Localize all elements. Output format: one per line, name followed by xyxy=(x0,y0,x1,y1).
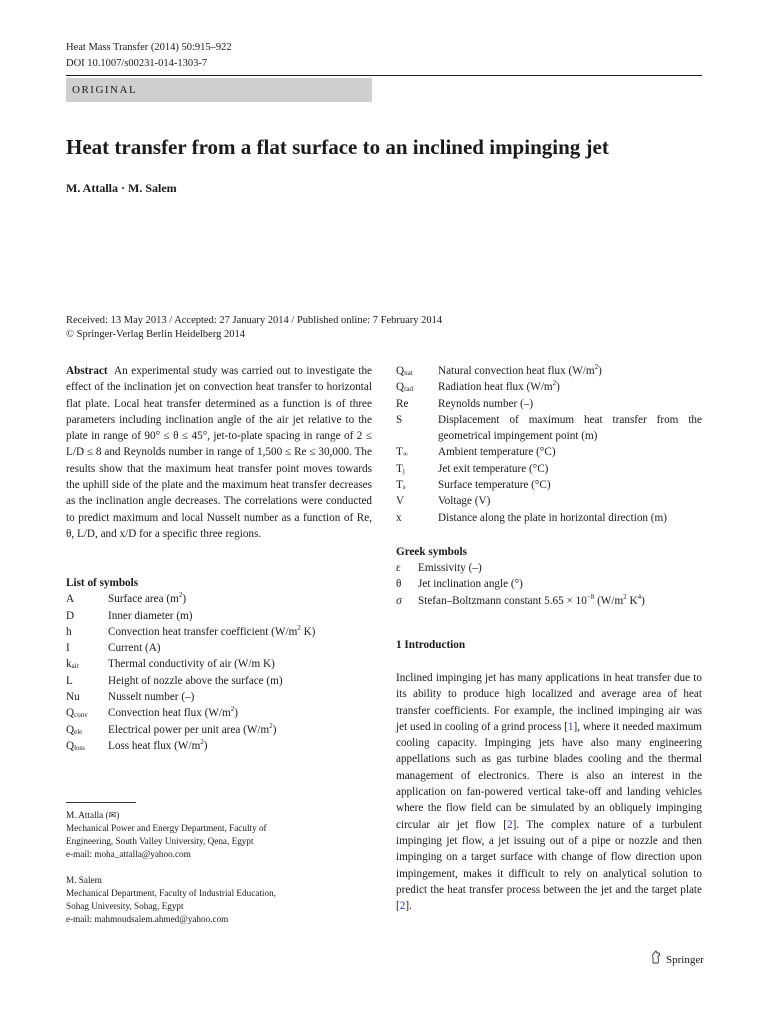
symbol-row xyxy=(396,444,702,460)
symbol-row xyxy=(66,608,315,624)
symbol-description xyxy=(438,461,702,477)
symbol xyxy=(396,477,438,493)
symbol-subscript: nat xyxy=(404,369,413,377)
citation-link[interactable]: 2 xyxy=(507,818,513,831)
journal-line: Heat Mass Transfer (2014) 50:915–922 xyxy=(66,42,232,53)
symbol xyxy=(396,396,438,412)
symbols-table-left xyxy=(66,591,315,754)
symbols-table-right xyxy=(396,363,702,526)
header-rule xyxy=(66,75,702,76)
symbol-base: Q xyxy=(396,365,405,377)
description-exponent: 2 xyxy=(230,705,235,714)
symbol-row xyxy=(66,705,315,721)
description-text: Natural convection heat flux (W/m xyxy=(438,365,595,377)
symbol xyxy=(396,444,438,460)
symbol-row xyxy=(66,689,315,705)
greek-symbols-table xyxy=(396,560,645,609)
symbol-description xyxy=(108,624,315,640)
abstract-label: Abstract xyxy=(66,365,108,377)
description-tail: K) xyxy=(300,625,316,638)
symbol xyxy=(396,379,438,395)
symbol-base: Q xyxy=(66,739,75,752)
description-text: Loss heat flux (W/m xyxy=(108,739,201,752)
symbol-description xyxy=(438,379,702,395)
symbol-row xyxy=(66,673,315,689)
description-tail: ) xyxy=(598,365,602,377)
symbol-row xyxy=(396,412,702,445)
author1-affiliation-2: Engineering, South Valley University, Qena, Egypt xyxy=(66,836,254,846)
symbol-description xyxy=(438,412,702,445)
author2-name: M. Salem xyxy=(66,875,102,885)
sigma-unit-a: (W/m xyxy=(594,594,624,607)
sigma-unit-c: ) xyxy=(641,594,645,607)
symbol-subscript: ∞ xyxy=(402,450,408,459)
symbol-base: D xyxy=(66,609,75,622)
footnote-divider xyxy=(66,802,136,803)
introduction-heading: 1 Introduction xyxy=(396,639,466,651)
author1-email: e-mail: moha_attalla@yahoo.com xyxy=(66,849,191,859)
description-tail: ) xyxy=(556,381,560,394)
description-exponent: 2 xyxy=(178,591,183,600)
symbol-row xyxy=(66,738,315,754)
symbol xyxy=(396,412,438,445)
greek-symbol: θ xyxy=(396,578,402,591)
greek-symbol: ε xyxy=(396,561,401,574)
symbol xyxy=(66,689,108,705)
description-text: Jet exit temperature (°C) xyxy=(438,462,549,475)
symbol-description xyxy=(108,673,315,689)
journal-citation xyxy=(66,40,232,72)
greek-row xyxy=(396,560,645,576)
greek-desc: Emissivity (–) xyxy=(418,561,482,574)
symbol-row xyxy=(396,379,702,395)
symbol-base: L xyxy=(66,674,73,687)
symbol xyxy=(396,510,438,526)
description-tail: ) xyxy=(203,739,208,752)
greek-row xyxy=(396,576,645,592)
description-text: Electrical power per unit area (W/m xyxy=(108,723,270,736)
symbol-base: I xyxy=(66,642,70,655)
paper-title: Heat transfer from a flat surface to an inclined impinging jet xyxy=(66,135,609,159)
symbol-base: Q xyxy=(66,723,75,736)
description-text: Reynolds number (–) xyxy=(438,397,534,410)
citation-link[interactable]: 1 xyxy=(567,720,574,733)
description-text: Current (A) xyxy=(108,642,161,655)
author1-affiliation-1: Mechanical Power and Energy Department, Faculty of xyxy=(66,823,267,833)
description-text: Convection heat transfer coefficient (W/m xyxy=(108,625,298,638)
publisher-name: Springer xyxy=(666,953,704,966)
description-text: Height of nozzle above the surface (m) xyxy=(108,674,283,687)
symbol-base: Re xyxy=(396,397,409,410)
abstract xyxy=(66,363,372,542)
symbol-row xyxy=(66,656,315,672)
publication-dates xyxy=(66,314,442,342)
symbol-base: T xyxy=(396,446,403,459)
intro-text-3: ]. The complex nature of a turbulent impinging jet flow, a jet issuing out of a pipe or nozzle and then impinging on a target surface with change of flow direction upon impingement, makes it difficult to rely on analytical solution to predict the heat transfer process between the jet and the target plate [ xyxy=(396,818,702,913)
description-exponent: 2 xyxy=(297,623,301,632)
symbol-description xyxy=(108,689,315,705)
symbol xyxy=(396,461,438,477)
symbols-heading: List of symbols xyxy=(66,577,139,590)
symbol-subscript: s xyxy=(402,483,406,492)
greek-symbol: σ xyxy=(396,594,403,607)
intro-text-1: Inclined impinging jet has many applications in heat transfer due to its ability to produce high localized and average area of heat transfer coefficients. For example, the inclined impinging air was jet used in cooling of a grind process [ xyxy=(396,672,702,733)
symbol-base: T xyxy=(396,479,403,492)
sigma-desc: Stefan–Boltzmann constant 5.65 × 10 xyxy=(418,594,587,607)
symbol xyxy=(66,656,108,672)
symbol xyxy=(66,673,108,689)
symbol-description xyxy=(438,493,702,509)
symbol-subscript: rad xyxy=(404,385,414,394)
description-tail: ) xyxy=(272,723,277,736)
description-tail: ) xyxy=(182,593,187,606)
symbol-row xyxy=(396,461,702,477)
symbol-description xyxy=(108,705,315,721)
symbol-base: x xyxy=(396,511,402,524)
greek-desc: Jet inclination angle (°) xyxy=(418,578,523,591)
received-line: Received: 13 May 2013 / Accepted: 27 January 2014 / Published online: 7 February 2014 xyxy=(66,315,443,326)
symbol-description xyxy=(438,477,702,493)
description-exponent: 2 xyxy=(552,379,557,388)
author2-email: e-mail: mahmoudsalem.ahmed@yahoo.com xyxy=(66,914,229,924)
symbol xyxy=(66,608,108,624)
symbol-row xyxy=(396,477,702,493)
description-exponent: 2 xyxy=(269,721,273,730)
introduction-paragraph xyxy=(396,670,702,914)
symbol-subscript: ele xyxy=(74,727,83,736)
symbol-row xyxy=(396,396,702,412)
symbol xyxy=(66,738,108,754)
description-text: Surface area (m xyxy=(108,593,179,606)
symbol-subscript: loss xyxy=(74,743,85,752)
symbol-base: V xyxy=(396,495,405,508)
symbol-base: Q xyxy=(66,707,75,720)
author-list: M. Attalla · M. Salem xyxy=(66,181,177,195)
symbol xyxy=(396,493,438,509)
symbol xyxy=(66,591,108,607)
symbol-base: S xyxy=(396,413,403,426)
copyright-line: © Springer-Verlag Berlin Heidelberg 2014 xyxy=(66,329,246,340)
sigma-exp: −8 xyxy=(586,592,595,601)
symbol xyxy=(66,722,108,738)
symbol xyxy=(396,363,438,379)
right-column-symbols xyxy=(396,363,702,609)
springer-horse-icon xyxy=(650,950,662,969)
symbol xyxy=(66,624,108,640)
description-text: Displacement of maximum heat transfer from the geometrical impingement point (m) xyxy=(438,413,702,443)
doi-line: DOI 10.1007/s00231-014-1303-7 xyxy=(66,58,208,69)
sigma-unit-exp-b: 4 xyxy=(637,592,642,601)
symbol-row xyxy=(66,722,315,738)
author2-affiliation-2: Sohag University, Sohag, Egypt xyxy=(66,901,184,911)
symbol-description xyxy=(108,640,315,656)
symbol-description xyxy=(108,591,315,607)
sigma-unit-b: K xyxy=(626,594,638,607)
description-text: Ambient temperature (°C) xyxy=(438,446,556,459)
symbol-description xyxy=(108,608,315,624)
symbol-description xyxy=(108,656,315,672)
description-text: Voltage (V) xyxy=(438,495,491,508)
symbol-row xyxy=(66,624,315,640)
symbol-base: Q xyxy=(396,381,405,394)
description-text: Distance along the plate in horizontal direction (m) xyxy=(438,511,667,524)
symbol-subscript: j xyxy=(402,466,405,475)
symbol-description xyxy=(438,363,702,379)
sigma-unit-exp-a: 2 xyxy=(623,592,627,601)
description-text: Radiation heat flux (W/m xyxy=(438,381,553,394)
greek-row xyxy=(396,593,645,609)
left-column xyxy=(66,363,372,754)
author2-affiliation-1: Mechanical Department, Faculty of Industrial Education, xyxy=(66,888,276,898)
description-text: Nusselt number (–) xyxy=(108,691,195,704)
symbol xyxy=(66,640,108,656)
symbol-description xyxy=(108,722,315,738)
symbol-description xyxy=(108,738,315,754)
intro-text-2: ], where it needed maximum cooling capacity. Impinging jets have also many engineering appellations such as gas turbine blades cooling and the thermal management of electronics. There is also an interest in the application on fan-powered vertical take-off and landing vehicles where the flow field can be simulated by an obliquely impinging circular air jet flow [ xyxy=(396,720,702,831)
symbol-row xyxy=(66,640,315,656)
symbol-row xyxy=(396,363,702,379)
description-text: Surface temperature (°C) xyxy=(438,479,551,492)
greek-heading: Greek symbols xyxy=(396,545,467,558)
greek-desc-sigma xyxy=(418,593,645,609)
symbol-subscript: conv xyxy=(74,711,88,720)
symbol-description xyxy=(438,510,702,526)
description-exponent: 2 xyxy=(594,363,599,371)
publisher-logo xyxy=(650,950,704,969)
intro-text-4: ]. xyxy=(405,900,412,913)
symbol xyxy=(66,705,108,721)
symbol-row xyxy=(396,510,702,526)
symbol-subscript: air xyxy=(71,662,79,671)
abstract-text: An experimental study was carried out to investigate the effect of the inclination jet on convection heat transfer to horizontal flat plate. Local heat transfer determined as a function is of three parameters including inclination angle of the air jet relative to the plate in range of 90° ≤ θ ≤ 45°, jet-to-plate spacing in range of 2 ≤ L/D ≤ 8 and Reynolds number in range of 1,500 ≤ Re ≤ 30,000. The results show that the maximum heat transfer point moves towards the uphill side of the plate and the maximum heat transfer decreases as the inclination angle decreases. The correlations were conducted to predict maximum and local Nusselt number as a function of Re, θ, L/D, and x/D for a specific three regions. xyxy=(66,365,372,540)
description-text: Thermal conductivity of air (W/m K) xyxy=(108,658,275,671)
symbol-description xyxy=(438,396,702,412)
author1-name: M. Attalla (✉) xyxy=(66,810,120,820)
symbol-base: k xyxy=(66,658,72,671)
symbol-base: T xyxy=(396,462,403,475)
author2-footnote xyxy=(66,874,366,926)
symbol-base: A xyxy=(66,593,75,606)
article-type-badge: ORIGINAL xyxy=(66,78,372,102)
citation-link[interactable]: 2 xyxy=(399,900,406,913)
symbol-description xyxy=(438,444,702,460)
symbol-row xyxy=(396,493,702,509)
description-tail: ) xyxy=(234,707,238,720)
symbol-base: Nu xyxy=(66,691,80,704)
symbol-row xyxy=(66,591,315,607)
author1-footnote xyxy=(66,809,366,861)
description-text: Inner diameter (m) xyxy=(108,609,193,622)
symbol-base: h xyxy=(66,625,72,638)
description-exponent: 2 xyxy=(200,737,204,746)
description-text: Convection heat flux (W/m xyxy=(108,707,231,720)
